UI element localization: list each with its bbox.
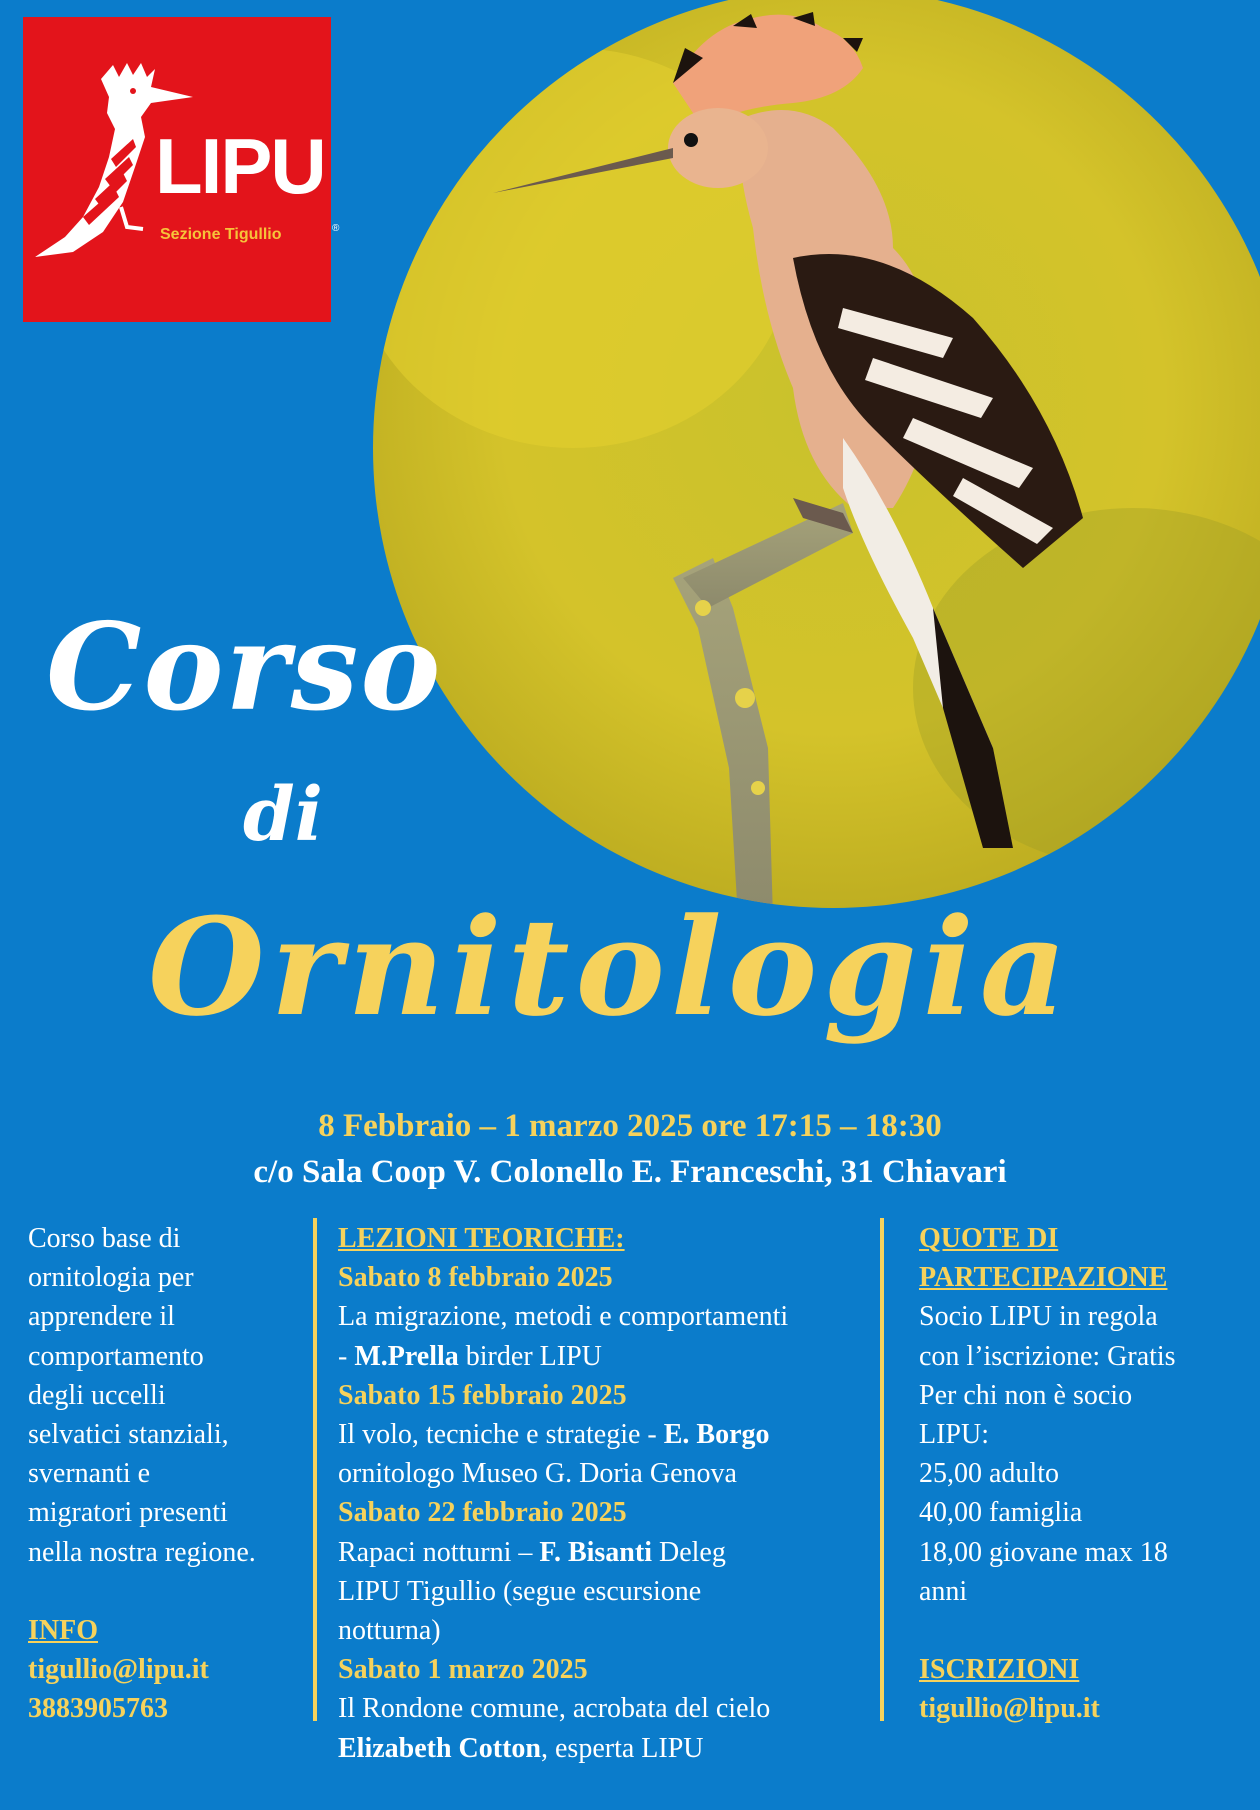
lesson-date: Sabato 22 febbraio 2025	[338, 1497, 627, 1529]
registration-email-link[interactable]: tigullio@lipu.it	[919, 1693, 1100, 1725]
lesson-separator: -	[338, 1340, 355, 1372]
description-line: apprendere il	[28, 1301, 175, 1333]
lesson-topic	[338, 1533, 883, 1572]
fees-column	[919, 1219, 1239, 1728]
lesson-topic-text: Il volo, tecniche e strategie -	[338, 1419, 664, 1451]
lesson-speaker-role: Deleg	[651, 1536, 726, 1568]
lesson-speaker-role: ornitologo Museo G. Doria Genova	[338, 1458, 737, 1490]
lesson-speaker-role: birder LIPU	[458, 1340, 602, 1372]
lesson-speaker-line	[338, 1337, 883, 1376]
column-divider	[880, 1218, 884, 1721]
fee-line: Per chi non è socio	[919, 1379, 1133, 1411]
lessons-heading: LEZIONI TEORICHE:	[338, 1223, 625, 1254]
description-line: Corso base di	[28, 1223, 181, 1254]
fee-line: LIPU:	[919, 1419, 989, 1451]
course-dates: 8 Febbraio – 1 marzo 2025 ore 17:15 – 18:30	[318, 1108, 942, 1144]
lesson-speaker: Elizabeth Cotton	[338, 1732, 541, 1764]
lesson-speaker-line	[338, 1729, 883, 1768]
lesson-speaker: E. Borgo	[663, 1419, 770, 1451]
logo-section: Sezione Tigullio	[160, 226, 282, 243]
fee-line: 18,00 giovane max 18	[919, 1536, 1168, 1568]
description-line: comportamento	[28, 1340, 204, 1372]
fee-line: Socio LIPU in regola	[919, 1301, 1158, 1333]
logo-wordmark: LIPU	[155, 122, 325, 210]
description-column	[28, 1219, 303, 1728]
lesson-topic-text: Rapaci notturni –	[338, 1536, 540, 1568]
title-ornitologia: Ornitologia	[148, 888, 1073, 1046]
lipu-logo	[23, 17, 340, 322]
course-venue: c/o Sala Coop V. Colonello E. Franceschi, 31 Chiavari	[253, 1154, 1007, 1190]
lesson-topic	[338, 1415, 883, 1454]
lesson-date: Sabato 1 marzo 2025	[338, 1654, 588, 1686]
description-line: svernanti e	[28, 1458, 151, 1490]
lesson-speaker: F. Bisanti	[539, 1536, 652, 1568]
lesson-topic: La migrazione, metodi e comportamenti	[338, 1301, 789, 1333]
fee-line: 40,00 famiglia	[919, 1497, 1083, 1529]
lesson-date: Sabato 8 febbraio 2025	[338, 1262, 613, 1294]
logo-registered-mark: ®	[332, 223, 340, 234]
info-phone[interactable]: 3883905763	[28, 1693, 168, 1725]
fee-line: anni	[919, 1575, 968, 1607]
lesson-speaker: M.Prella	[354, 1340, 459, 1372]
description-line: nella nostra regione.	[28, 1536, 256, 1568]
fees-heading: QUOTE DI	[919, 1223, 1059, 1254]
lesson-speaker-role: notturna)	[338, 1615, 441, 1647]
column-divider	[313, 1218, 317, 1721]
hoopoe-photo	[373, 0, 1260, 908]
fees-heading: PARTECIPAZIONE	[919, 1262, 1168, 1294]
fee-line: 25,00 adulto	[919, 1458, 1059, 1490]
description-line: degli uccelli	[28, 1379, 166, 1411]
registration-heading: ISCRIZIONI	[919, 1654, 1080, 1686]
title-corso: Corso	[46, 597, 443, 738]
lesson-topic: Il Rondone comune, acrobata del cielo	[338, 1693, 771, 1725]
lesson-speaker-role: , esperta LIPU	[541, 1732, 704, 1764]
title-di: di	[243, 772, 323, 858]
lessons-column	[338, 1219, 883, 1768]
description-line: migratori presenti	[28, 1497, 228, 1529]
description-line: ornitologia per	[28, 1262, 194, 1294]
info-heading: INFO	[28, 1614, 98, 1646]
lesson-speaker-role: LIPU Tigullio (segue escursione	[338, 1575, 702, 1607]
lesson-date: Sabato 15 febbraio 2025	[338, 1379, 627, 1411]
description-line: selvatici stanziali,	[28, 1419, 229, 1451]
fee-line: con l’iscrizione: Gratis	[919, 1340, 1176, 1372]
info-email-link[interactable]: tigullio@lipu.it	[28, 1654, 209, 1686]
